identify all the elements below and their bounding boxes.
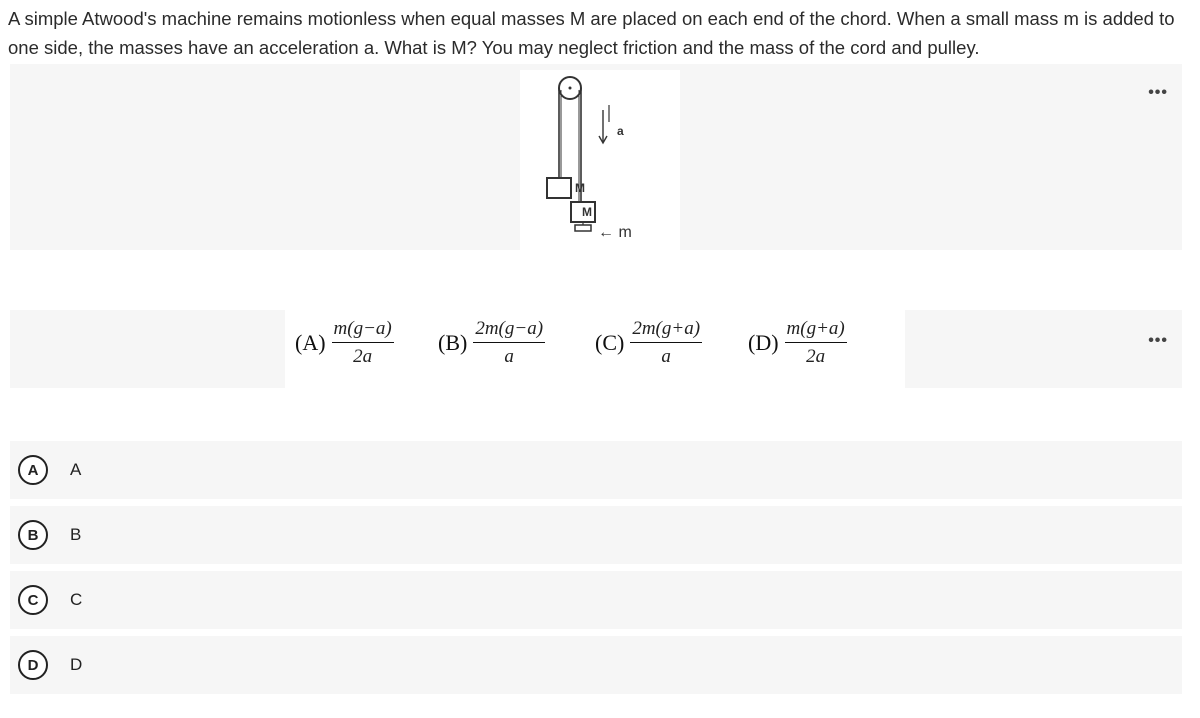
formula-fraction [785, 318, 847, 368]
formula-denominator: 2a [353, 346, 373, 367]
formula-letter: (D) [748, 330, 779, 355]
mass-right-label: M [582, 205, 592, 219]
acceleration-label: a [617, 124, 624, 138]
option-label-a: A [70, 460, 82, 479]
formula-option-a [295, 318, 394, 368]
option-label-d: D [70, 655, 83, 674]
formula-options-image [285, 310, 905, 388]
option-marker-c[interactable]: C [18, 585, 48, 615]
option-label-b: B [70, 525, 82, 544]
question-text: A simple Atwood's machine remains motionless when equal masses M are placed on each end of the chord. When a small mass m is added to one side, the masses have an acceleration a. What is M? You may neglect friction and the mass of the cord and pulley. [8, 8, 1175, 58]
more-options-icon[interactable]: ••• [1148, 332, 1168, 349]
mass-left-label: M [575, 181, 585, 195]
formula-fraction [473, 318, 545, 368]
answer-option-c[interactable] [10, 571, 1182, 629]
formula-letter: (C) [595, 330, 625, 355]
formula-denominator: a [661, 346, 671, 367]
small-mass-block [575, 225, 591, 231]
option-marker-b[interactable]: B [18, 520, 48, 550]
formula-option-c [595, 318, 702, 368]
option-marker-d[interactable]: D [18, 650, 48, 680]
formula-option-b [438, 318, 545, 368]
left-mass-block [547, 178, 571, 198]
formula-fraction [332, 318, 394, 368]
formula-numerator: 2m(g−a) [473, 318, 545, 343]
formula-denominator: 2a [806, 346, 826, 367]
formula-numerator: m(g+a) [785, 318, 847, 343]
atwood-diagram-svg [520, 70, 680, 250]
more-options-icon[interactable]: ••• [1148, 84, 1168, 101]
option-marker-a[interactable]: A [18, 455, 48, 485]
answer-option-a[interactable] [10, 441, 1182, 499]
formula-numerator: 2m(g+a) [630, 318, 702, 343]
formula-option-d [748, 318, 847, 368]
formula-letter: (B) [438, 330, 468, 355]
option-label-c: C [70, 590, 83, 609]
answer-option-d[interactable] [10, 636, 1182, 694]
small-mass-label: ← m [598, 224, 632, 241]
formula-denominator: a [504, 346, 514, 367]
formula-letter: (A) [295, 330, 326, 355]
formula-numerator: m(g−a) [332, 318, 394, 343]
answer-option-b[interactable] [10, 506, 1182, 564]
atwood-machine-diagram [520, 70, 680, 250]
formula-fraction [630, 318, 702, 368]
